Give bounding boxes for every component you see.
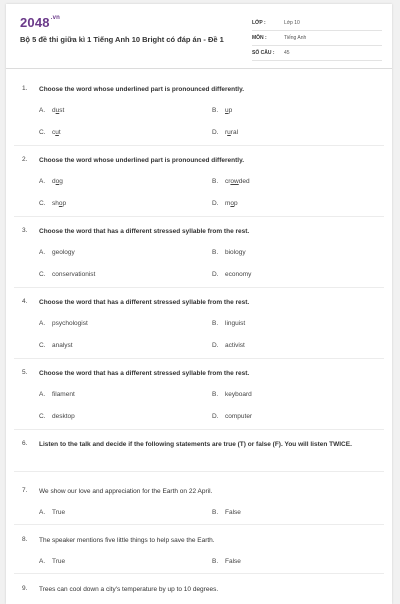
option-d[interactable] — [212, 413, 252, 420]
question-number: 1. — [22, 85, 28, 92]
underlined-part: u — [55, 129, 59, 136]
option-letter: B. — [212, 249, 219, 256]
meta-count-row — [252, 46, 382, 61]
underlined-part: u — [55, 107, 60, 114]
question-text: Choose the word that has a different stressed syllable from the rest. — [39, 370, 250, 377]
option-letter: D. — [212, 271, 219, 278]
option-letter: B. — [212, 558, 219, 565]
meta-class-row — [252, 16, 382, 31]
option-text: p — [234, 200, 238, 207]
question-divider — [14, 524, 384, 525]
option-a[interactable] — [39, 558, 65, 565]
option-text: c — [52, 129, 56, 136]
option-text: d — [52, 107, 56, 114]
option-text: r — [225, 129, 228, 136]
header-divider — [6, 68, 392, 69]
meta-class-value: Lớp 10 — [284, 20, 300, 26]
option-text: p — [228, 107, 233, 114]
option-text: g — [59, 178, 63, 185]
underlined-part: o — [58, 200, 63, 207]
option-text: True — [52, 558, 66, 565]
document-header — [6, 4, 392, 68]
option-letter: D. — [212, 413, 219, 420]
option-letter: C. — [39, 413, 46, 420]
underlined-part: o — [55, 178, 60, 185]
option-text: False — [225, 509, 241, 516]
option-letter: B. — [212, 391, 219, 398]
option-letter: A. — [39, 391, 46, 398]
option-c[interactable] — [39, 200, 66, 207]
option-text: p — [62, 200, 67, 207]
question-divider — [14, 287, 384, 288]
option-b[interactable] — [212, 320, 245, 327]
option-text: psychologist — [52, 320, 88, 327]
question-number: 7. — [22, 487, 28, 494]
question-text: Trees can cool down a city's temperature by up to 10 degrees. — [39, 586, 219, 593]
option-letter: C. — [39, 200, 46, 207]
question-text: Choose the word whose underlined part is pronounced differently. — [39, 86, 245, 93]
option-letter: A. — [39, 178, 46, 185]
option-letter: A. — [39, 558, 46, 565]
meta-class-label: LỚP : — [252, 20, 266, 26]
question-number: 9. — [22, 585, 28, 592]
option-text: cr — [225, 178, 231, 185]
question-text: Choose the word that has a different stressed syllable from the rest. — [39, 299, 250, 306]
option-b[interactable] — [212, 178, 250, 185]
question-number: 2. — [22, 156, 28, 163]
option-letter: B. — [212, 107, 219, 114]
option-text: analyst — [52, 342, 73, 349]
question-text: Choose the word whose underlined part is pronounced differently. — [39, 157, 245, 164]
option-letter: C. — [39, 271, 46, 278]
option-letter: D. — [212, 129, 219, 136]
option-text: st — [59, 107, 65, 114]
option-letter: C. — [39, 129, 46, 136]
option-letter: D. — [212, 342, 219, 349]
meta-count-value: 45 — [284, 50, 290, 56]
option-text: filament — [52, 391, 75, 398]
option-text: m — [225, 200, 231, 207]
logo-suffix: .vn — [50, 15, 61, 21]
question-divider — [14, 358, 384, 359]
option-text: keyboard — [225, 391, 252, 398]
site-logo[interactable] — [20, 15, 60, 30]
underlined-part: u — [227, 129, 231, 136]
meta-subject-value: Tiếng Anh — [284, 35, 307, 41]
option-c[interactable] — [39, 129, 61, 136]
option-text: linguist — [225, 320, 246, 327]
option-letter: A. — [39, 107, 46, 114]
option-c[interactable] — [39, 271, 95, 278]
underlined-part: u — [225, 107, 229, 114]
option-b[interactable] — [212, 391, 252, 398]
question-divider — [14, 471, 384, 472]
question-text: Listen to the talk and decide if the following statements are true (T) or false (F). You will listen TWICE. — [39, 441, 352, 448]
option-a[interactable] — [39, 107, 64, 114]
question-text: We show our love and appreciation for the Earth on 22 April. — [39, 488, 213, 495]
option-text: d — [52, 178, 56, 185]
option-text: True — [52, 509, 66, 516]
option-text: ral — [230, 129, 239, 136]
option-d[interactable] — [212, 271, 251, 278]
logo-text: 2048 — [20, 15, 50, 30]
option-letter: A. — [39, 509, 46, 516]
option-letter: A. — [39, 320, 46, 327]
option-a[interactable] — [39, 178, 63, 185]
question-text: The speaker mentions five little things to help save the Earth. — [39, 537, 215, 544]
option-a[interactable] — [39, 320, 88, 327]
question-divider — [14, 216, 384, 217]
option-letter: B. — [212, 178, 219, 185]
option-text: sh — [52, 200, 59, 207]
question-number: 4. — [22, 298, 28, 305]
option-b[interactable] — [212, 558, 241, 565]
option-a[interactable] — [39, 249, 75, 256]
option-text: activist — [225, 342, 245, 349]
option-text: biology — [225, 249, 246, 256]
option-text: desktop — [52, 413, 75, 420]
question-number: 5. — [22, 369, 28, 376]
option-b[interactable] — [212, 249, 246, 256]
meta-subject-row — [252, 31, 382, 46]
question-divider — [14, 429, 384, 430]
question-divider — [14, 145, 384, 146]
underlined-part: o — [230, 200, 235, 207]
meta-count-label: SỐ CÂU : — [252, 50, 275, 56]
option-text: conservationist — [52, 271, 96, 278]
option-b[interactable] — [212, 509, 241, 516]
question-number: 6. — [22, 440, 28, 447]
option-text: ded — [238, 178, 250, 185]
document-title: Bộ 5 đề thi giữa kì 1 Tiếng Anh 10 Bright có đáp án - Đề 1 — [20, 35, 224, 44]
option-letter: A. — [39, 249, 46, 256]
question-number: 8. — [22, 536, 28, 543]
option-d[interactable] — [212, 129, 238, 136]
option-text: t — [58, 129, 61, 136]
document-page — [6, 4, 392, 604]
option-d[interactable] — [212, 200, 238, 207]
underlined-part: ow — [230, 178, 239, 185]
option-text: economy — [225, 271, 252, 278]
option-text: False — [225, 558, 241, 565]
option-letter: B. — [212, 509, 219, 516]
option-text: computer — [225, 413, 253, 420]
option-b[interactable] — [212, 107, 232, 114]
option-a[interactable] — [39, 391, 75, 398]
option-d[interactable] — [212, 342, 245, 349]
question-divider — [14, 573, 384, 574]
option-letter: B. — [212, 320, 219, 327]
question-number: 3. — [22, 227, 28, 234]
option-letter: D. — [212, 200, 219, 207]
option-c[interactable] — [39, 413, 75, 420]
question-text: Choose the word that has a different stressed syllable from the rest. — [39, 228, 250, 235]
option-a[interactable] — [39, 509, 65, 516]
meta-subject-label: MÔN : — [252, 35, 267, 41]
option-text: geology — [52, 249, 75, 256]
option-letter: C. — [39, 342, 46, 349]
document-meta — [252, 16, 382, 61]
option-c[interactable] — [39, 342, 73, 349]
